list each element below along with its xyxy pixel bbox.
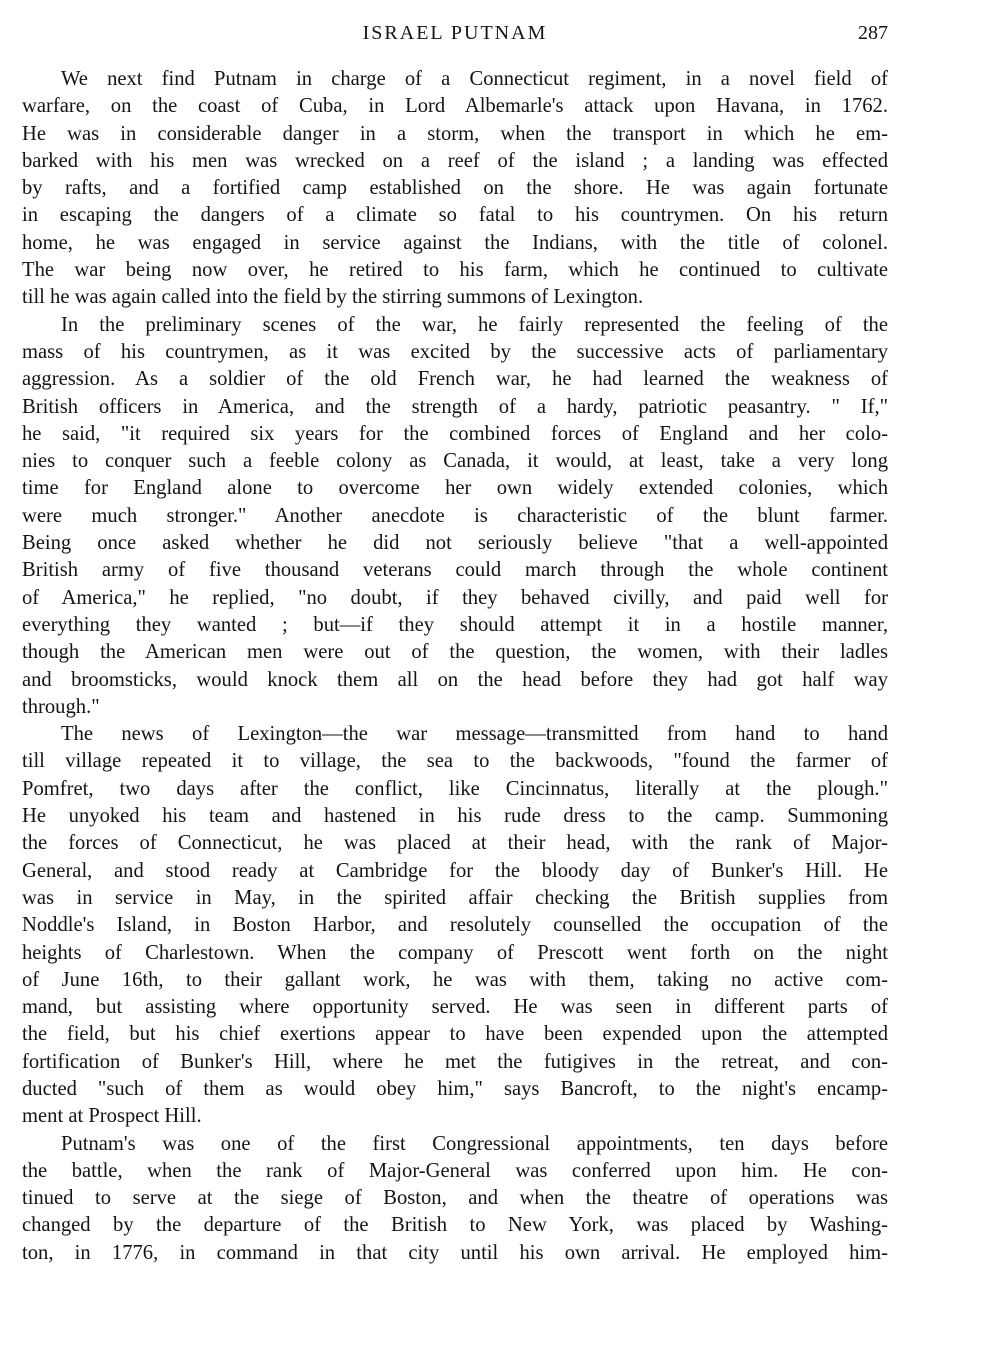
text-line: tinued to serve at the siege of Boston, and when the theatre of operations was bbox=[22, 1187, 888, 1210]
text-line: were much stronger." Another anecdote is characteristic of the blunt farmer. bbox=[22, 504, 888, 527]
text-line: barked with his men was wrecked on a reef of the island ; a landing was effected bbox=[22, 149, 888, 172]
text-line: mass of his countrymen, as it was excited by the successive acts of parliamentary bbox=[22, 340, 888, 363]
text-line: the field, but his chief exertions appear to have been expended upon the attempted bbox=[22, 1023, 888, 1046]
running-head bbox=[22, 22, 888, 52]
text-line: He was in considerable danger in a storm, when the transport in which he em- bbox=[22, 122, 888, 145]
text-line: the forces of Connecticut, he was placed at their head, with the rank of Major- bbox=[22, 832, 888, 855]
body-text bbox=[22, 66, 888, 1267]
text-line: In the preliminary scenes of the war, he fairly represented the feeling of the bbox=[61, 313, 888, 336]
text-line: fortification of Bunker's Hill, where he met the futigives in the retreat, and con- bbox=[22, 1050, 888, 1073]
text-line: home, he was engaged in service against the Indians, with the title of colonel. bbox=[22, 231, 888, 254]
text-line: in escaping the dangers of a climate so fatal to his countrymen. On his return bbox=[22, 204, 888, 227]
text-line: changed by the departure of the British to New York, was placed by Washing- bbox=[22, 1214, 888, 1237]
text-line: British army of five thousand veterans could march through the whole continent bbox=[22, 559, 888, 582]
text-line: the battle, when the rank of Major-General was conferred upon him. He con- bbox=[22, 1159, 888, 1182]
text-line: till village repeated it to village, the sea to the backwoods, "found the farmer of bbox=[22, 750, 888, 773]
text-line: was in service in May, in the spirited affair checking the British supplies from bbox=[22, 886, 888, 909]
text-line: British officers in America, and the strength of a hardy, patriotic peasantry. " If," bbox=[22, 395, 888, 418]
text-line: of June 16th, to their gallant work, he was with them, taking no active com- bbox=[22, 968, 888, 991]
text-line: nies to conquer such a feeble colony as Canada, it would, at least, take a very long bbox=[22, 450, 888, 473]
text-line: till he was again called into the field by the stirring summons of Lexington. bbox=[22, 286, 644, 309]
text-line: We next find Putnam in charge of a Connecticut regiment, in a novel field of bbox=[61, 68, 888, 90]
text-line: He unyoked his team and hastened in his rude dress to the camp. Summoning bbox=[22, 805, 888, 828]
text-line: Noddle's Island, in Boston Harbor, and resolutely counselled the occupation of the bbox=[22, 914, 888, 937]
text-line: mand, but assisting where opportunity served. He was seen in different parts of bbox=[22, 996, 888, 1019]
text-line: warfare, on the coast of Cuba, in Lord Albemarle's attack upon Havana, in 1762. bbox=[22, 95, 888, 118]
text-line: he said, "it required six years for the combined forces of England and her colo- bbox=[22, 422, 888, 445]
text-line: Being once asked whether he did not seriously believe "that a well-appointed bbox=[22, 532, 888, 555]
page-number: 287 bbox=[858, 22, 888, 44]
text-line: Pomfret, two days after the conflict, like Cincinnatus, literally at the plough." bbox=[22, 777, 888, 800]
text-line: of America," he replied, "no doubt, if they behaved civilly, and paid well for bbox=[22, 586, 888, 609]
text-line: ducted "such of them as would obey him," says Bancroft, to the night's encamp- bbox=[22, 1077, 888, 1100]
text-line: Putnam's was one of the first Congressional appointments, ten days before bbox=[61, 1132, 888, 1155]
text-line: aggression. As a soldier of the old French war, he had learned the weakness of bbox=[22, 368, 888, 391]
text-line: everything they wanted ; but—if they should attempt it in a hostile manner, bbox=[22, 613, 888, 636]
text-line: time for England alone to overcome her own widely extended colonies, which bbox=[22, 477, 888, 500]
text-line: ton, in 1776, in command in that city until his own arrival. He employed him- bbox=[22, 1241, 888, 1264]
text-line: General, and stood ready at Cambridge for the bloody day of Bunker's Hill. He bbox=[22, 859, 888, 882]
running-title: ISRAEL PUTNAM bbox=[362, 22, 548, 44]
text-line: though the American men were out of the question, the women, with their ladles bbox=[22, 641, 888, 664]
text-line: heights of Charlestown. When the company of Prescott went forth on the night bbox=[22, 941, 888, 964]
text-line: and broomsticks, would knock them all on the head before they had got half way bbox=[22, 668, 888, 691]
text-line: The war being now over, he retired to his farm, which he continued to cultivate bbox=[22, 259, 888, 282]
text-line: ment at Prospect Hill. bbox=[22, 1105, 202, 1128]
text-line: through." bbox=[22, 695, 100, 718]
text-line: The news of Lexington—the war message—transmitted from hand to hand bbox=[61, 723, 888, 746]
text-line: by rafts, and a fortified camp established on the shore. He was again fortunate bbox=[22, 177, 888, 200]
